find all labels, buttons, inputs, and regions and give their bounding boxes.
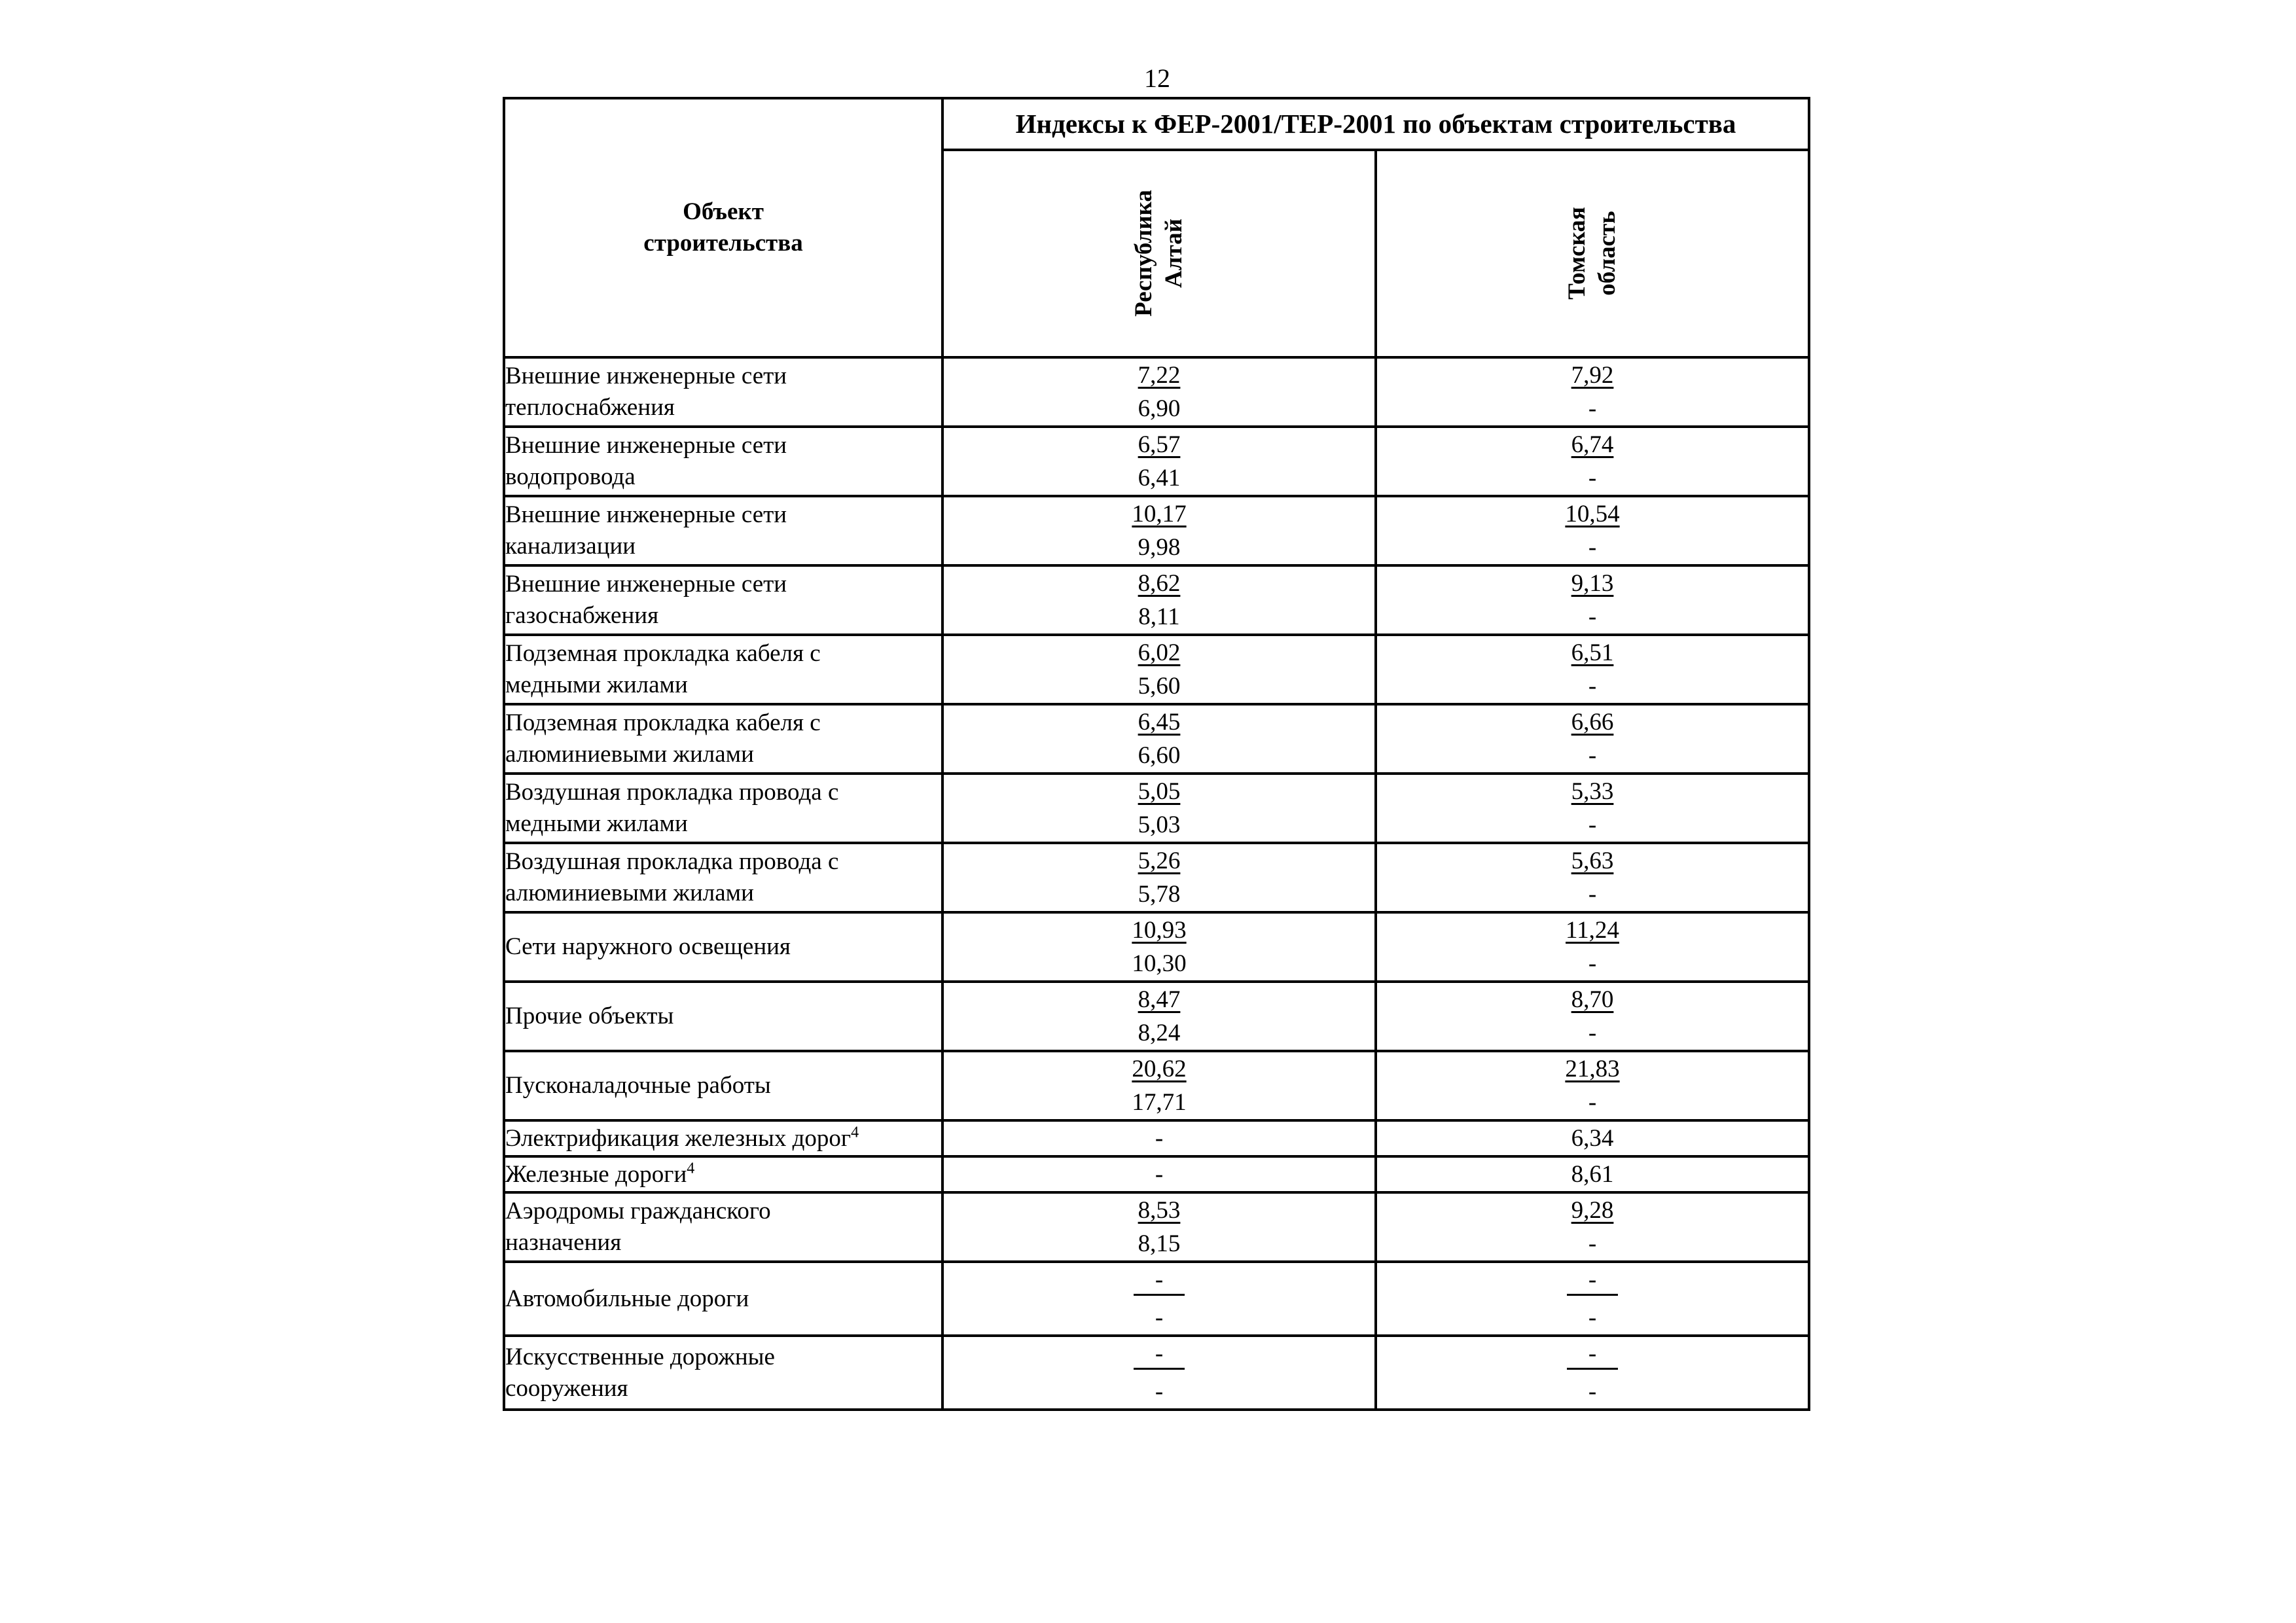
value-tomsk: [1376, 357, 1809, 427]
object-name: [504, 1336, 942, 1410]
index-ter: 5,78: [1138, 881, 1181, 908]
object-name-text: Электрификация железных дорог: [505, 1124, 852, 1152]
object-name-line1: Аэродромы гражданского: [505, 1198, 771, 1224]
object-name-line2: теплоснабжения: [505, 394, 675, 421]
table-row: [504, 427, 1809, 496]
object-header-line1: Объект: [683, 198, 764, 225]
table-row: [504, 357, 1809, 427]
index-fer: -: [1134, 1266, 1185, 1296]
object-name: [504, 1156, 942, 1192]
object-name-line2: медными жилами: [505, 671, 688, 698]
value-altai: [942, 635, 1376, 704]
index-ter: 9,98: [1138, 534, 1181, 561]
footnote-mark: 4: [687, 1160, 695, 1177]
table-row: [504, 1192, 1809, 1262]
value-altai: [942, 982, 1376, 1051]
index-fer: -: [1567, 1340, 1618, 1370]
value-altai: [942, 1262, 1376, 1336]
index-fer: 6,45: [1138, 709, 1181, 736]
value-tomsk: [1376, 565, 1809, 635]
object-name-line2: медными жилами: [505, 810, 688, 837]
value-tomsk: [1376, 1192, 1809, 1262]
index-ter: -: [1588, 742, 1597, 769]
object-name: [504, 357, 942, 427]
value-altai: [942, 1336, 1376, 1410]
index-ter: 10,30: [1132, 950, 1187, 977]
index-ter: -: [1588, 534, 1597, 561]
index-fer: 5,26: [1138, 847, 1181, 874]
object-name-line1: Воздушная прокладка провода с: [505, 848, 839, 875]
index-ter: 17,71: [1132, 1089, 1187, 1116]
index-fer: -: [1567, 1266, 1618, 1296]
index-ter: -: [1588, 1304, 1597, 1331]
index-fer: 5,63: [1571, 847, 1614, 874]
region-tomsk-line1: Томская: [1564, 207, 1590, 300]
index-ter: -: [1588, 673, 1597, 700]
index-fer: 7,92: [1571, 362, 1614, 389]
object-name: [504, 496, 942, 565]
table-body: [504, 357, 1809, 1410]
index-ter: -: [1588, 881, 1597, 908]
index-ter: -: [1155, 1378, 1164, 1405]
index-ter: 5,03: [1138, 812, 1181, 838]
index-ter: -: [1588, 603, 1597, 630]
table-row: [504, 635, 1809, 704]
object-name-line2: назначения: [505, 1229, 622, 1256]
object-name-line1: Внешние инженерные сети: [505, 501, 787, 528]
value-tomsk: 6,34: [1376, 1120, 1809, 1156]
value-altai: [942, 357, 1376, 427]
object-name: [504, 843, 942, 912]
table-row: [504, 912, 1809, 982]
object-name-line2: канализации: [505, 533, 636, 560]
value-altai: [942, 774, 1376, 843]
object-name-line1: Внешние инженерные сети: [505, 571, 787, 597]
value-altai: -: [942, 1120, 1376, 1156]
index-fer: 5,33: [1571, 778, 1614, 805]
object-name-line1: Прочие объекты: [505, 1003, 674, 1029]
object-name-line1: Автомобильные дороги: [505, 1285, 749, 1312]
object-name: [504, 912, 942, 982]
object-name-line2: сооружения: [505, 1374, 628, 1402]
object-name: [504, 774, 942, 843]
value-altai: [942, 565, 1376, 635]
table-row: [504, 704, 1809, 774]
value-tomsk: [1376, 427, 1809, 496]
index-ter: 6,60: [1138, 742, 1181, 769]
object-name: [504, 427, 942, 496]
value-tomsk: [1376, 496, 1809, 565]
region-altai-line2: Алтай: [1160, 219, 1187, 289]
index-fer: 6,51: [1571, 639, 1614, 666]
region-tomsk-line2: область: [1594, 211, 1621, 296]
index-fer: 6,02: [1138, 639, 1181, 666]
object-name: [504, 1192, 942, 1262]
value-tomsk: 8,61: [1376, 1156, 1809, 1192]
footnote-mark: 4: [851, 1124, 859, 1141]
index-ter: 6,41: [1138, 465, 1181, 491]
value-altai: [942, 704, 1376, 774]
value-altai: [942, 496, 1376, 565]
object-name-line2: алюминиевыми жилами: [505, 880, 754, 906]
region-header-tomsk: [1376, 150, 1809, 357]
value-tomsk: [1376, 912, 1809, 982]
table-row: [504, 565, 1809, 635]
index-fer: 21,83: [1565, 1056, 1620, 1082]
object-name-line1: Искусственные дорожные: [505, 1343, 775, 1370]
object-name: [504, 982, 942, 1051]
index-ter: 8,11: [1138, 603, 1180, 630]
value-tomsk: [1376, 635, 1809, 704]
index-fer: 10,93: [1132, 917, 1187, 944]
value-tomsk: [1376, 843, 1809, 912]
value-altai: [942, 912, 1376, 982]
index-fer: 7,22: [1138, 362, 1181, 389]
index-fer: 8,47: [1138, 986, 1181, 1013]
value-tomsk: [1376, 774, 1809, 843]
value-altai: -: [942, 1156, 1376, 1192]
object-name: [504, 1262, 942, 1336]
index-fer: 8,53: [1138, 1197, 1181, 1224]
index-ter: 5,60: [1138, 673, 1181, 700]
indices-group-header: Индексы к ФЕР-2001/ТЕР-2001 по объектам строительства: [942, 98, 1809, 150]
index-fer: 6,74: [1571, 431, 1614, 458]
index-fer: 8,62: [1138, 570, 1181, 597]
value-tomsk: [1376, 1051, 1809, 1120]
index-fer: -: [1134, 1340, 1185, 1370]
index-ter: -: [1588, 812, 1597, 838]
object-header-line2: строительства: [643, 230, 803, 257]
index-fer: 9,28: [1571, 1197, 1614, 1224]
region-altai-line1: Республика: [1130, 190, 1157, 317]
object-name-text: Железные дороги: [505, 1160, 687, 1188]
index-ter: -: [1588, 1089, 1597, 1116]
object-name-line1: Пусконаладочные работы: [505, 1072, 771, 1099]
table-row: [504, 1051, 1809, 1120]
index-fer: 8,70: [1571, 986, 1614, 1013]
object-name: [504, 704, 942, 774]
object-name-line1: Внешние инженерные сети: [505, 432, 787, 459]
index-fer: 5,05: [1138, 778, 1181, 805]
value-altai: [942, 427, 1376, 496]
value-tomsk: [1376, 1336, 1809, 1410]
indices-table: [503, 97, 1810, 1411]
table-row: [504, 1156, 1809, 1192]
object-name-line2: газоснабжения: [505, 602, 659, 629]
index-fer: 10,17: [1132, 501, 1187, 527]
index-ter: -: [1588, 465, 1597, 491]
index-ter: 8,15: [1138, 1230, 1181, 1257]
object-name-line1: Подземная прокладка кабеля с: [505, 709, 821, 736]
table-row: [504, 774, 1809, 843]
page-number: 12: [1144, 63, 1170, 93]
index-ter: -: [1588, 395, 1597, 422]
table-row: [504, 496, 1809, 565]
object-name-line2: водопровода: [505, 463, 636, 490]
value-tomsk: [1376, 704, 1809, 774]
index-ter: 6,90: [1138, 395, 1181, 422]
table-row: [504, 843, 1809, 912]
value-altai: [942, 1051, 1376, 1120]
index-ter: -: [1588, 950, 1597, 977]
index-fer: 11,24: [1566, 917, 1619, 944]
object-name: [504, 1120, 942, 1156]
value-tomsk: [1376, 982, 1809, 1051]
value-tomsk: [1376, 1262, 1809, 1336]
index-ter: -: [1588, 1378, 1597, 1405]
object-name: [504, 1051, 942, 1120]
object-name-line1: Подземная прокладка кабеля с: [505, 640, 821, 667]
index-fer: 6,57: [1138, 431, 1181, 458]
object-column-header: [504, 98, 942, 357]
index-fer: 20,62: [1132, 1056, 1187, 1082]
index-ter: 8,24: [1138, 1020, 1181, 1046]
table-row: [504, 1262, 1809, 1336]
object-name-line1: Сети наружного освещения: [505, 933, 791, 960]
index-fer: 10,54: [1565, 501, 1620, 527]
value-altai: [942, 1192, 1376, 1262]
table-row: [504, 1336, 1809, 1410]
index-ter: -: [1588, 1020, 1597, 1046]
object-name: [504, 565, 942, 635]
index-fer: 6,66: [1571, 709, 1614, 736]
index-fer: 9,13: [1571, 570, 1614, 597]
object-name-line1: Воздушная прокладка провода с: [505, 779, 839, 806]
table-row: [504, 982, 1809, 1051]
object-name-line2: алюминиевыми жилами: [505, 741, 754, 768]
object-name-line1: Внешние инженерные сети: [505, 363, 787, 389]
object-name: [504, 635, 942, 704]
table-row: [504, 1120, 1809, 1156]
value-altai: [942, 843, 1376, 912]
region-header-altai: [942, 150, 1376, 357]
index-ter: -: [1588, 1230, 1597, 1257]
index-ter: -: [1155, 1304, 1164, 1331]
